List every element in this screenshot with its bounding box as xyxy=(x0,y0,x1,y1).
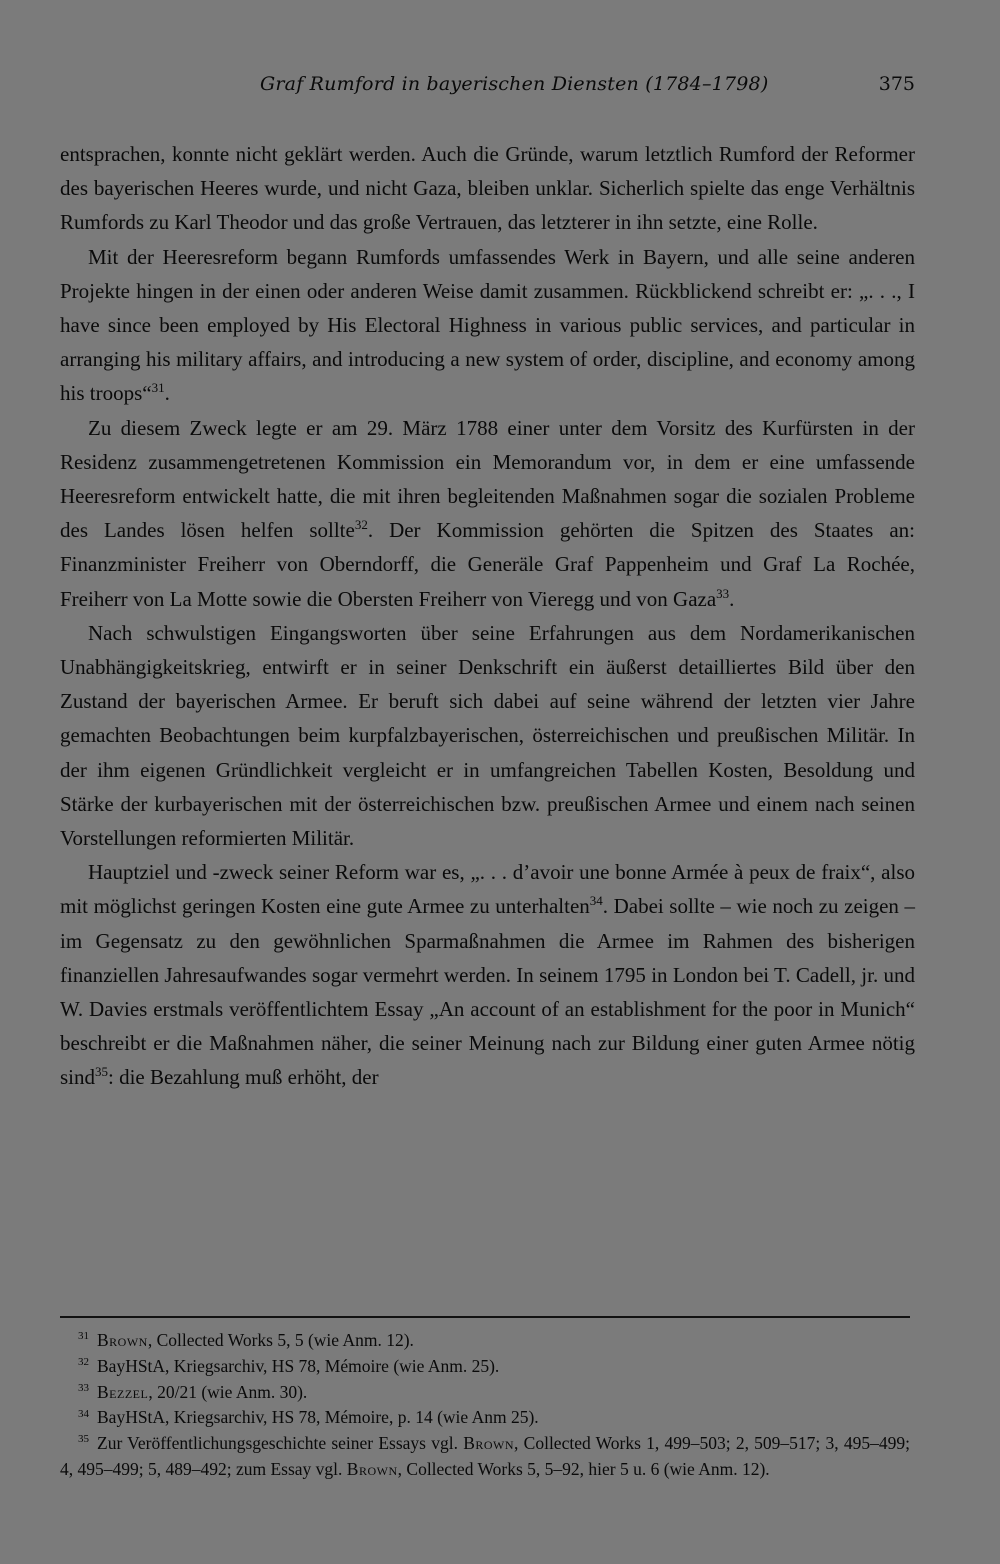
page-number: 375 xyxy=(878,73,915,95)
footnote xyxy=(60,1354,910,1380)
footnote-author: Brown xyxy=(346,1458,398,1479)
footnote-text: Zur Veröffentlichungsgeschichte seiner Essays vgl. xyxy=(97,1433,464,1454)
footnote-ref: 35 xyxy=(95,1064,109,1080)
paragraph xyxy=(60,616,915,855)
footnote-divider xyxy=(60,1316,910,1318)
footnote-number: 35 xyxy=(78,1433,89,1446)
paragraph xyxy=(60,855,915,1094)
paragraph-text: . Der Kommission gehörten die Spitzen des Staates an: Finanzminister Freiherr von Oberndorff, die Generäle Graf Pappenheim und Graf La Rochée, Freiherr von La Motte sowie die Obersten Freiherr von Vieregg und von Gaza xyxy=(60,518,915,611)
paragraph-text: entsprachen, konnte nicht geklärt werden. Auch die Gründe, warum letztlich Rumford der Reformer des bayerischen Heeres wurde, und nicht Gaza, bleiben unklar. Sicherlich spielte das enge Verhältnis Rumfords zu Karl Theodor und das große Vertrauen, das letzterer in ihn setzte, eine Rolle. xyxy=(60,142,915,235)
footnote-text: , Collected Works 5, 5–92, hier 5 u. 6 (wie Anm. 12). xyxy=(397,1458,770,1479)
footnote-ref: 32 xyxy=(354,517,368,533)
footnote xyxy=(60,1328,910,1354)
footnote-number: 33 xyxy=(78,1381,89,1394)
footnote xyxy=(60,1380,910,1406)
paragraph-text: Zu diesem Zweck legte er am 29. März 1788 einer unter dem Vorsitz des Kurfürsten in der Residenz zusammengetretenen Kommission ein Memorandum vor, in dem er eine umfassende Heeresreform entwickelt hatte, die mit ihren begleitenden Maßnahmen sogar die sozialen Probleme des Landes lösen helfen sollte xyxy=(60,415,915,543)
paragraph-text: . Dabei sollte – wie noch zu zeigen – im Gegensatz zu den gewöhnlichen Sparmaßnahmen die Armee im Rahmen des bisherigen finanziellen Jahresaufwandes sogar vermehrt werden. In seinem 1795 in London bei T. Cadell, jr. und W. Davies erstmals veröffentlichtem Essay „An account of an establishment for the poor in Munich“ beschreibt er die Maßnahmen näher, die seiner Meinung nach zur Bildung einer guten Armee nötig sind xyxy=(60,894,915,1090)
paragraph xyxy=(60,137,915,240)
running-title: Graf Rumford in bayerischen Diensten (1784–1798) xyxy=(260,73,769,95)
footnote-number: 34 xyxy=(78,1407,89,1420)
footnote-text: BayHStA, Kriegsarchiv, HS 78, Mémoire, p. 14 (wie Anm 25). xyxy=(97,1407,539,1428)
footnote-ref: 33 xyxy=(716,585,730,601)
footnote-ref: 31 xyxy=(151,380,165,396)
page-header xyxy=(60,73,915,103)
footnote-author: Brown xyxy=(97,1330,148,1350)
paragraph-text: Mit der Heeresreform begann Rumfords umfassendes Werk in Bayern, und alle seine anderen Projekte hingen in der einen oder anderen Weise damit zusammen. Rückblickend schreibt er: „. . ., I have since been employed by His Electoral Highness in various public services, and particular in arranging his military affairs, and introducing a new system of order, discipline, and economy among his troops“ xyxy=(60,244,915,406)
footnote xyxy=(60,1431,910,1483)
footnote xyxy=(60,1405,910,1431)
footnote-text: , Collected Works 5, 5 (wie Anm. 12). xyxy=(147,1330,414,1350)
footnote-number: 31 xyxy=(78,1330,89,1343)
paragraph-text: . xyxy=(729,586,735,611)
paragraph-text: Hauptziel und -zweck seiner Reform war es, „. . . d’avoir une bonne Armée à peux de fraix“, also mit möglichst geringen Kosten eine gute Armee zu unterhalten xyxy=(60,860,915,919)
footnote-number: 32 xyxy=(78,1355,89,1368)
footnote-author: Bezzel xyxy=(97,1381,149,1402)
paragraph-text: Nach schwulstigen Eingangsworten über seine Erfahrungen aus dem Nordamerikanischen Unabhängigkeitskrieg, entwirft er in seiner Denkschrift ein äußerst detailliertes Bild über den Zustand der bayerischen Armee. Er beruft sich dabei auf seine während der letzten vier Jahre gemachten Beobachtungen beim kurpfalzbayerischen, österreichischen und preußischen Militär. In der ihm eigenen Gründlichkeit vergleicht er in umfangreichen Tabellen Kosten, Besoldung und Stärke der kurbayerischen mit der österreichischen bzw. preußischen Armee und einem nach seinen Vorstellungen reformierten Militär. xyxy=(60,620,915,851)
footnote-text: , 20/21 (wie Anm. 30). xyxy=(148,1381,308,1402)
footnote-author: Brown xyxy=(463,1433,515,1454)
paragraph xyxy=(60,411,915,616)
paragraph-text: . xyxy=(164,381,170,406)
paragraph xyxy=(60,240,915,411)
main-text xyxy=(60,137,915,1095)
footnote-ref: 34 xyxy=(589,893,603,909)
footnote-text: , Collected Works 1, 499–503; 2, 509–517; 3, 495–499; 4, 495–499; 5, 489–492; zum Essay vgl. xyxy=(60,1433,910,1479)
footnotes xyxy=(60,1328,910,1483)
footnote-text: BayHStA, Kriegsarchiv, HS 78, Mémoire (wie Anm. 25). xyxy=(97,1355,500,1376)
paragraph-text: : die Bezahlung muß erhöht, der xyxy=(108,1065,379,1090)
